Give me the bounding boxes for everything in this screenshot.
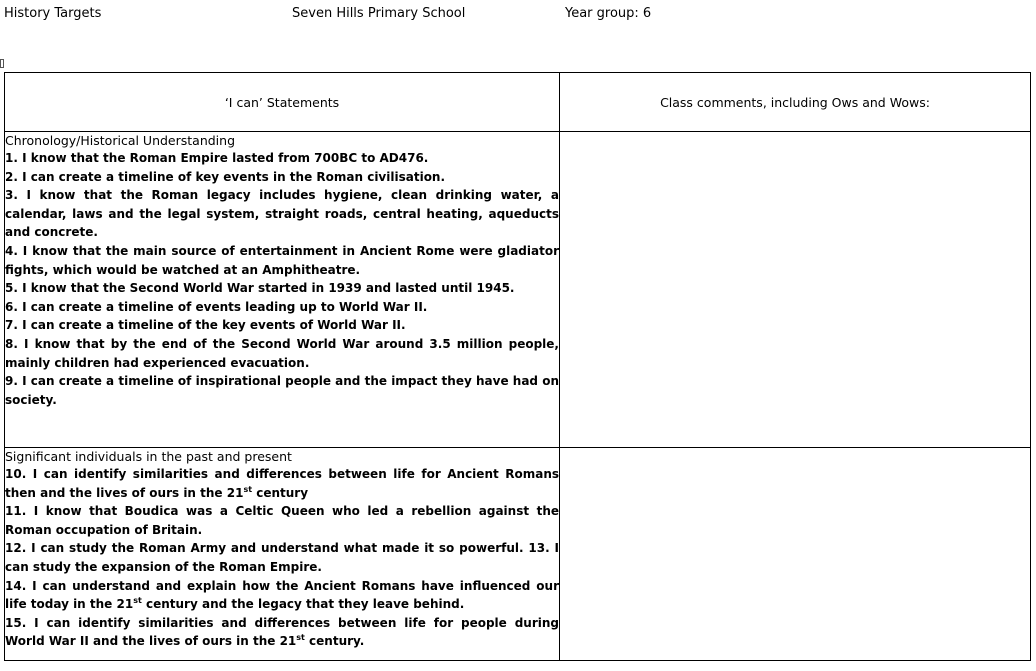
table-row [5,132,1031,448]
section-title: Chronology/Historical Understanding [5,133,236,148]
statements-column-header: ‘I can’ Statements [5,73,560,132]
statement-item: 2. I can create a timeline of key events in the Roman civilisation. [5,169,446,184]
statements-cell-chronology[interactable] [5,132,560,448]
statement-item: 15. I can identify similarities and differences between life for people during World War II and the lives of ours in the 21st century. [5,615,559,649]
table-anchor-handle-icon[interactable] [0,59,4,68]
section-title: Significant individuals in the past and present [5,449,292,464]
statement-item: 6. I can create a timeline of events leading up to World War II. [5,299,428,314]
document-title: History Targets [4,6,102,21]
statement-item: 9. I can create a timeline of inspirational people and the impact they have had on society. [5,374,559,407]
statement-item: 3. I know that the Roman legacy includes hygiene, clean drinking water, a calendar, laws and the legal system, straight roads, central heating, aqueducts and concrete. [5,188,559,240]
statement-item: 12. I can study the Roman Army and understand what made it so powerful. 13. I can study the expansion of the Roman Empire. [5,541,559,574]
statement-item: 1. I know that the Roman Empire lasted from 700BC to AD476. [5,151,429,165]
comments-cell-chronology[interactable] [560,132,1031,448]
school-name: Seven Hills Primary School [292,6,466,21]
table-header-row [5,73,1031,132]
comments-column-header: Class comments, including Ows and Wows: [560,73,1031,132]
statement-item: 8. I know that by the end of the Second World War around 3.5 million people, mainly children had experienced evacuation. [5,336,559,370]
comments-cell-significant-individuals[interactable] [560,448,1031,661]
statement-item: 7. I can create a timeline of the key events of World War II. [5,318,406,333]
targets-table [4,72,1031,661]
statement-item: 10. I can identify similarities and differences between life for Ancient Romans then and the lives of ours in the 21st century [5,467,559,500]
year-group: Year group: 6 [565,6,652,21]
table-row [5,448,1031,661]
statement-item: 5. I know that the Second World War started in 1939 and lasted until 1945. [5,281,515,296]
statement-item: 11. I know that Boudica was a Celtic Queen who led a rebellion against the Roman occupation of Britain. [5,504,559,537]
statements-cell-significant-individuals[interactable] [5,448,560,661]
statement-item: 14. I can understand and explain how the Ancient Romans have influenced our life today in the 21st century and the legacy that they leave behind. [5,578,559,612]
statement-item: 4. I know that the main source of entertainment in Ancient Rome were gladiator fights, which would be watched at an Amphitheatre. [5,243,559,277]
document-header [0,6,1036,26]
